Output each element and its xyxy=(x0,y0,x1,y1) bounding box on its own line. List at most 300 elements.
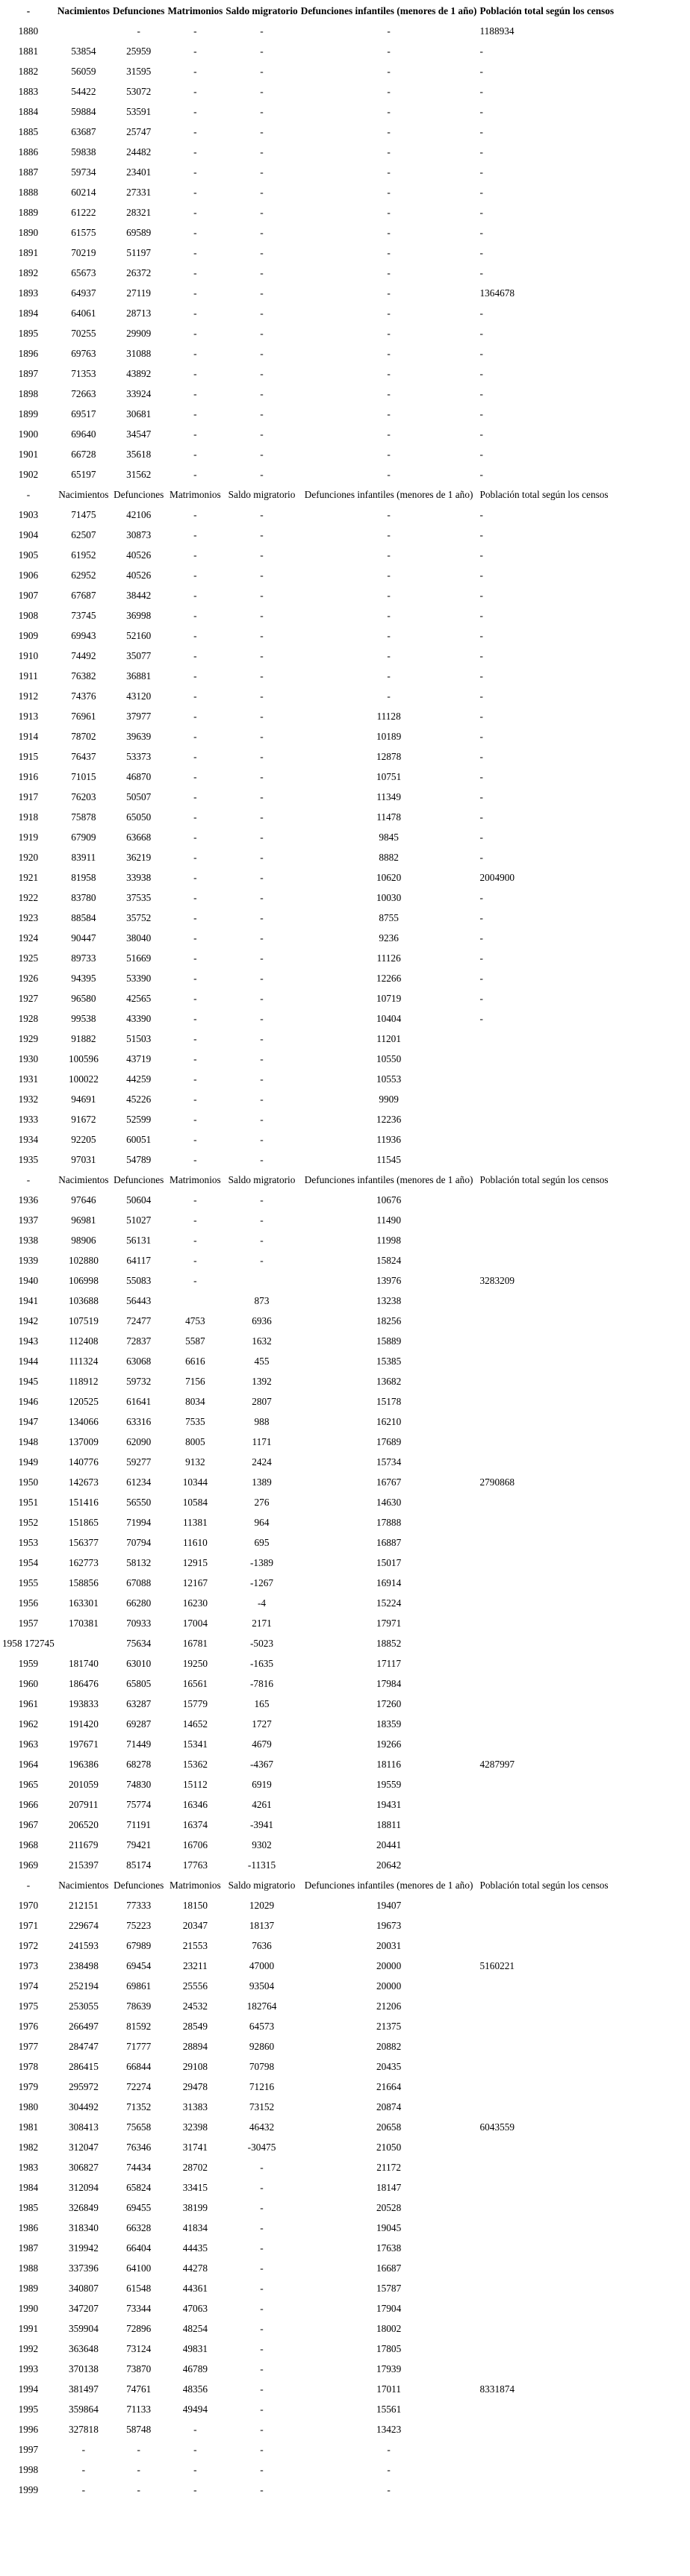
cell-migration-balance: - xyxy=(260,85,264,97)
cell-infant-deaths: 16687 xyxy=(376,2262,402,2274)
cell-marriages: 16374 xyxy=(182,1818,208,1830)
cell-census-population xyxy=(479,2077,615,2096)
cell-year: 1999 xyxy=(18,2483,39,2495)
cell-year: 1886 xyxy=(18,146,39,158)
cell-migration-balance: - xyxy=(260,2242,264,2254)
cell-migration-balance: - xyxy=(260,2342,264,2354)
cell-marriages: 7535 xyxy=(185,1415,205,1427)
cell-migration-balance: - xyxy=(260,226,264,238)
table-row xyxy=(1,767,615,786)
cell-infant-deaths: 11128 xyxy=(376,710,401,722)
cell-marriages: 14652 xyxy=(182,1718,208,1730)
table-row xyxy=(1,2400,615,2418)
cell-births: 100022 xyxy=(68,1073,99,1085)
table-row xyxy=(1,1795,615,1814)
cell-deaths: 66328 xyxy=(126,2221,152,2233)
cell-infant-deaths: 16914 xyxy=(376,1577,402,1588)
cell-births: 69943 xyxy=(71,629,96,641)
cell-births: - xyxy=(81,2443,86,2455)
cell-births: 67909 xyxy=(71,831,96,843)
cell-migration-balance: - xyxy=(260,347,264,359)
cell-infant-deaths: 10189 xyxy=(376,730,402,742)
table-row xyxy=(1,102,615,121)
cell-year: 1991 xyxy=(18,2322,39,2334)
cell-births: 69763 xyxy=(71,347,96,359)
cell-deaths: - xyxy=(137,2443,140,2455)
cell-infant-deaths: 21206 xyxy=(376,2000,402,2012)
cell-year: 1882 xyxy=(18,65,39,77)
cell-migration-balance: - xyxy=(260,1153,264,1165)
cell-infant-deaths: - xyxy=(387,45,391,57)
cell-year: 1895 xyxy=(18,327,39,339)
cell-deaths: 58132 xyxy=(126,1556,152,1568)
cell-census-population: 8331874 xyxy=(479,2383,515,2395)
cell-migration-balance: 1727 xyxy=(252,1718,272,1730)
cell-year: 1973 xyxy=(18,1959,39,1971)
cell-infant-deaths: 17805 xyxy=(376,2342,402,2354)
cell-marriages: - xyxy=(193,186,197,198)
cell-marriages: 32398 xyxy=(182,2121,208,2133)
cell-marriages: - xyxy=(193,367,197,379)
header-infant-deaths: Defunciones infantiles (menores de 1 año) xyxy=(300,4,477,16)
cell-deaths: 64117 xyxy=(126,1254,152,1266)
table-row xyxy=(1,183,615,202)
cell-year: 1970 xyxy=(18,1899,39,1911)
cell-infant-deaths: - xyxy=(387,347,391,359)
table-row xyxy=(1,727,615,746)
cell-deaths: 75223 xyxy=(126,1919,152,1931)
cell-marriages: - xyxy=(193,528,197,540)
cell-year: 1938 xyxy=(18,1234,39,1246)
cell-deaths: 71777 xyxy=(126,2040,152,2052)
cell-migration-balance: - xyxy=(260,730,264,742)
cell-census-population: - xyxy=(479,932,483,944)
cell-deaths: 53591 xyxy=(126,105,152,117)
repeated-header-row xyxy=(1,1170,615,1189)
table-row xyxy=(1,2098,615,2116)
cell-births: 83780 xyxy=(71,891,96,903)
table-row xyxy=(1,1836,615,1854)
cell-infant-deaths: - xyxy=(387,448,391,460)
cell-migration-balance: - xyxy=(260,2322,264,2334)
cell-infant-deaths: 9236 xyxy=(379,932,399,944)
cell-infant-deaths: 11545 xyxy=(376,1153,401,1165)
cell-infant-deaths: - xyxy=(387,528,391,540)
cell-marriages: 10584 xyxy=(182,1496,208,1508)
cell-year: 1932 xyxy=(18,1093,39,1105)
cell-deaths: 66280 xyxy=(126,1597,152,1609)
cell-infant-deaths: 19559 xyxy=(376,1778,402,1790)
cell-births: 67687 xyxy=(71,589,96,601)
subheader-census-population: Población total según los censos xyxy=(479,1173,609,1185)
subheader-year: - xyxy=(26,1879,31,1891)
cell-infant-deaths: - xyxy=(387,408,391,420)
cell-census-population xyxy=(479,1715,615,1733)
table-row xyxy=(1,2440,615,2459)
cell-migration-balance: - xyxy=(260,2463,264,2475)
cell-deaths: 72837 xyxy=(126,1335,152,1347)
cell-census-population xyxy=(479,1050,615,1068)
cell-deaths: 24482 xyxy=(126,146,152,158)
cell-year: 1931 xyxy=(18,1073,39,1085)
cell-infant-deaths: 12236 xyxy=(376,1113,402,1125)
table-row xyxy=(1,1432,615,1451)
cell-marriages: 16230 xyxy=(182,1597,208,1609)
cell-births: 253055 xyxy=(68,2000,99,2012)
cell-year: 1990 xyxy=(18,2302,39,2314)
cell-census-population: - xyxy=(479,367,483,379)
cell-marriages: - xyxy=(193,45,197,57)
cell-year: 1892 xyxy=(18,266,39,278)
cell-infant-deaths: 16887 xyxy=(376,1536,402,1548)
cell-infant-deaths: 15178 xyxy=(376,1395,402,1407)
cell-marriages: - xyxy=(193,750,197,762)
cell-marriages: - xyxy=(193,710,197,722)
cell-infant-deaths: 11998 xyxy=(376,1234,401,1246)
table-row xyxy=(1,1231,615,1250)
table-row xyxy=(1,263,615,282)
cell-deaths: 51197 xyxy=(126,246,152,258)
table-row xyxy=(1,1029,615,1048)
cell-births: 66728 xyxy=(71,448,96,460)
cell-census-population: - xyxy=(479,528,483,540)
cell-births: 90447 xyxy=(71,932,96,944)
cell-births: 137009 xyxy=(68,1435,99,1447)
cell-year: 1883 xyxy=(18,85,39,97)
table-row xyxy=(1,1755,615,1774)
cell-births: 120525 xyxy=(68,1395,99,1407)
table-row xyxy=(1,2158,615,2177)
table-row xyxy=(1,908,615,927)
table-row xyxy=(1,1694,615,1713)
cell-migration-balance: -1267 xyxy=(250,1577,274,1588)
cell-deaths: 69454 xyxy=(126,1959,152,1971)
cell-year: 1945 xyxy=(18,1375,39,1387)
cell-census-population: - xyxy=(479,1012,483,1024)
cell-infant-deaths: - xyxy=(387,166,391,178)
cell-year: 1959 xyxy=(18,1657,39,1669)
cell-migration-balance: - xyxy=(260,1133,264,1145)
cell-census-population xyxy=(479,2017,615,2036)
table-row xyxy=(1,2118,615,2136)
cell-migration-balance: - xyxy=(260,246,264,258)
table-row xyxy=(1,465,615,484)
cell-marriages: - xyxy=(193,2463,197,2475)
cell-marriages: - xyxy=(193,609,197,621)
cell-year: 1922 xyxy=(18,891,39,903)
cell-year: 1927 xyxy=(18,992,39,1004)
cell-deaths: 58748 xyxy=(126,2423,152,2435)
table-row xyxy=(1,747,615,766)
cell-census-population xyxy=(479,1150,615,1169)
cell-migration-balance: - xyxy=(260,790,264,802)
cell-deaths: 50604 xyxy=(126,1194,152,1206)
cell-deaths: 71449 xyxy=(126,1738,152,1750)
cell-deaths: 38040 xyxy=(126,932,152,944)
cell-deaths: 63010 xyxy=(126,1657,152,1669)
cell-births: 359864 xyxy=(68,2403,99,2415)
cell-year: 1905 xyxy=(18,549,39,561)
cell-births: 111324 xyxy=(69,1355,99,1367)
cell-migration-balance: -4367 xyxy=(250,1758,274,1770)
cell-year: 1977 xyxy=(18,2040,39,2052)
cell-births: 186476 xyxy=(68,1677,99,1689)
cell-deaths: 25959 xyxy=(126,45,152,57)
cell-infant-deaths: - xyxy=(387,468,391,480)
cell-census-population xyxy=(479,2098,615,2116)
table-row xyxy=(1,2380,615,2398)
cell-deaths: 59277 xyxy=(126,1456,152,1468)
cell-deaths: 30681 xyxy=(126,408,152,420)
cell-deaths: 53373 xyxy=(126,750,152,762)
cell-year: 1998 xyxy=(18,2463,39,2475)
cell-infant-deaths: 19407 xyxy=(376,1899,402,1911)
cell-marriages: - xyxy=(193,246,197,258)
table-row xyxy=(1,304,615,322)
cell-migration-balance: - xyxy=(260,1254,264,1266)
cell-year: 1912 xyxy=(18,690,39,702)
cell-migration-balance: - xyxy=(260,307,264,319)
cell-deaths: 33938 xyxy=(126,871,152,883)
cell-census-population: - xyxy=(479,629,483,641)
cell-births: 62952 xyxy=(71,569,96,581)
cell-year: 1989 xyxy=(18,2282,39,2294)
cell-census-population: - xyxy=(479,851,483,863)
subheader-infant-deaths: Defunciones infantiles (menores de 1 año) xyxy=(304,1879,473,1891)
cell-marriages: - xyxy=(193,146,197,158)
cell-marriages: - xyxy=(193,730,197,742)
cell-deaths: 42106 xyxy=(126,508,152,520)
subheader-births: Nacimientos xyxy=(58,488,109,500)
cell-deaths: 37977 xyxy=(126,710,152,722)
cell-births: 72663 xyxy=(71,387,96,399)
cell-migration-balance: - xyxy=(260,408,264,420)
table-row xyxy=(1,445,615,464)
cell-infant-deaths: 15561 xyxy=(376,2403,402,2415)
cell-migration-balance: - xyxy=(260,750,264,762)
cell-migration-balance: - xyxy=(260,1052,264,1064)
cell-births: 151865 xyxy=(68,1516,99,1528)
table-row xyxy=(1,1251,615,1270)
cell-births: 96981 xyxy=(71,1214,96,1226)
cell-births: 181740 xyxy=(68,1657,99,1669)
cell-births: 211679 xyxy=(69,1839,99,1850)
table-row xyxy=(1,2057,615,2076)
cell-marriages: - xyxy=(193,2483,197,2495)
cell-year: 1885 xyxy=(18,125,39,137)
cell-deaths: 44259 xyxy=(126,1073,152,1085)
table-row xyxy=(1,2198,615,2217)
cell-infant-deaths: 17939 xyxy=(376,2363,402,2374)
cell-marriages: 15112 xyxy=(183,1778,208,1790)
cell-year: 1904 xyxy=(18,528,39,540)
cell-year: 1903 xyxy=(18,508,39,520)
cell-migration-balance: -7816 xyxy=(250,1677,274,1689)
table-row xyxy=(1,848,615,867)
cell-births: 88584 xyxy=(71,911,96,923)
cell-year: 1979 xyxy=(18,2080,39,2092)
cell-census-population xyxy=(479,1916,615,1935)
cell-deaths: 56550 xyxy=(126,1496,152,1508)
cell-census-population: - xyxy=(479,549,483,561)
cell-deaths: 74830 xyxy=(126,1778,152,1790)
cell-year: 1893 xyxy=(18,287,39,299)
table-row xyxy=(1,42,615,60)
cell-infant-deaths: - xyxy=(387,428,391,440)
cell-infant-deaths: - xyxy=(387,569,391,581)
cell-census-population xyxy=(479,1977,615,1995)
table-row xyxy=(1,1453,615,1471)
cell-migration-balance: - xyxy=(260,609,264,621)
cell-infant-deaths: 10620 xyxy=(376,871,402,883)
cell-migration-balance: 18137 xyxy=(249,1919,275,1931)
cell-deaths: 27331 xyxy=(126,186,152,198)
cell-infant-deaths: 17689 xyxy=(376,1435,402,1447)
cell-marriages: - xyxy=(193,992,197,1004)
cell-deaths: 52599 xyxy=(126,1113,152,1125)
cell-census-population xyxy=(479,1614,615,1632)
cell-deaths: 54789 xyxy=(126,1153,152,1165)
cell-births: 170381 xyxy=(68,1617,99,1629)
cell-census-population xyxy=(479,1251,615,1270)
header-year: - xyxy=(26,4,31,16)
cell-census-population xyxy=(479,1090,615,1108)
header-births: Nacimientos xyxy=(57,4,110,16)
cell-deaths: 51669 xyxy=(126,952,152,964)
cell-year: 1994 xyxy=(18,2383,39,2395)
cell-migration-balance: - xyxy=(260,2383,264,2395)
cell-migration-balance: - xyxy=(260,911,264,923)
cell-births: 71353 xyxy=(71,367,96,379)
cell-infant-deaths: 9909 xyxy=(379,1093,399,1105)
cell-migration-balance: 9302 xyxy=(252,1839,272,1850)
cell-deaths: 51503 xyxy=(126,1032,152,1044)
cell-year: 1935 xyxy=(18,1153,39,1165)
table-row xyxy=(1,1493,615,1512)
cell-marriages: - xyxy=(193,831,197,843)
table-row xyxy=(1,364,615,383)
cell-year: 1901 xyxy=(18,448,39,460)
cell-infant-deaths: 8755 xyxy=(379,911,399,923)
cell-year: 1996 xyxy=(18,2423,39,2435)
cell-births: 59838 xyxy=(71,146,96,158)
cell-births: 61575 xyxy=(71,226,96,238)
cell-migration-balance: 6919 xyxy=(252,1778,272,1790)
cell-births: 102880 xyxy=(68,1254,99,1266)
cell-infant-deaths: 20441 xyxy=(376,1839,402,1850)
cell-deaths: 61234 xyxy=(126,1476,152,1488)
table-row xyxy=(1,1291,615,1310)
table-row xyxy=(1,1594,615,1612)
cell-marriages: - xyxy=(193,549,197,561)
subheader-births: Nacimientos xyxy=(58,1173,109,1185)
table-row xyxy=(1,1533,615,1552)
cell-marriages: - xyxy=(193,911,197,923)
cell-marriages: - xyxy=(193,1133,197,1145)
cell-migration-balance: - xyxy=(260,206,264,218)
cell-births: 99538 xyxy=(71,1012,96,1024)
subheader-deaths: Defunciones xyxy=(114,1879,164,1891)
cell-census-population xyxy=(479,1896,615,1915)
cell-births: 319942 xyxy=(68,2242,99,2254)
cell-infant-deaths: 11349 xyxy=(376,790,401,802)
cell-infant-deaths: 19673 xyxy=(376,1919,402,1931)
cell-births: 91882 xyxy=(71,1032,96,1044)
cell-year: 1947 xyxy=(18,1415,39,1427)
cell-marriages: - xyxy=(193,629,197,641)
cell-migration-balance xyxy=(225,1271,298,1290)
cell-deaths: 43390 xyxy=(126,1012,152,1024)
subheader-census-population: Población total según los censos xyxy=(479,1879,609,1891)
table-row xyxy=(1,2460,615,2479)
table-body xyxy=(1,22,615,2499)
cell-migration-balance: 182764 xyxy=(246,2000,277,2012)
cell-infant-deaths: - xyxy=(387,508,391,520)
cell-census-population xyxy=(479,1654,615,1673)
cell-census-population xyxy=(479,2339,615,2358)
cell-year: 1986 xyxy=(18,2221,39,2233)
cell-census-population xyxy=(479,1412,615,1431)
cell-deaths: 71191 xyxy=(126,1818,152,1830)
cell-deaths: 31562 xyxy=(126,468,152,480)
cell-year: 1948 xyxy=(18,1435,39,1447)
cell-births: 64061 xyxy=(71,307,96,319)
cell-marriages: - xyxy=(193,589,197,601)
cell-year: 1888 xyxy=(18,186,39,198)
cell-births xyxy=(57,1634,111,1653)
cell-births: 312047 xyxy=(68,2141,99,2153)
cell-births: 196386 xyxy=(68,1758,99,1770)
cell-year: 1972 xyxy=(18,1939,39,1951)
cell-year: 1967 xyxy=(18,1818,39,1830)
cell-births: 61952 xyxy=(71,549,96,561)
cell-infant-deaths: 15385 xyxy=(376,1355,402,1367)
cell-migration-balance: - xyxy=(260,186,264,198)
cell-migration-balance: - xyxy=(260,2302,264,2314)
cell-migration-balance: 873 xyxy=(254,1294,270,1306)
cell-marriages: - xyxy=(193,1032,197,1044)
cell-births: 207911 xyxy=(69,1798,99,1810)
cell-infant-deaths: - xyxy=(387,65,391,77)
cell-year: 1993 xyxy=(18,2363,39,2374)
cell-births: 59884 xyxy=(71,105,96,117)
cell-census-population: 2790868 xyxy=(479,1476,515,1488)
cell-migration-balance: - xyxy=(260,146,264,158)
cell-infant-deaths: 10751 xyxy=(376,770,402,782)
cell-births: 347207 xyxy=(68,2302,99,2314)
cell-births: 134066 xyxy=(68,1415,99,1427)
table-row xyxy=(1,405,615,423)
cell-census-population: - xyxy=(479,770,483,782)
table-row xyxy=(1,788,615,806)
cell-migration-balance: - xyxy=(260,629,264,641)
cell-year: 1980 xyxy=(18,2101,39,2112)
cell-marriages: 44278 xyxy=(182,2262,208,2274)
cell-deaths: 28713 xyxy=(126,307,152,319)
cell-migration-balance: - xyxy=(260,972,264,984)
cell-deaths: 85174 xyxy=(126,1859,152,1871)
cell-births: 193833 xyxy=(68,1697,99,1709)
cell-migration-balance: - xyxy=(260,569,264,581)
cell-deaths: 56443 xyxy=(126,1294,152,1306)
cell-deaths: 36998 xyxy=(126,609,152,621)
cell-deaths: 60051 xyxy=(126,1133,152,1145)
cell-census-population: 3283209 xyxy=(479,1274,515,1286)
table-row xyxy=(1,1936,615,1955)
cell-marriages: - xyxy=(193,1153,197,1165)
cell-deaths: 35752 xyxy=(126,911,152,923)
cell-census-population xyxy=(479,1936,615,1955)
